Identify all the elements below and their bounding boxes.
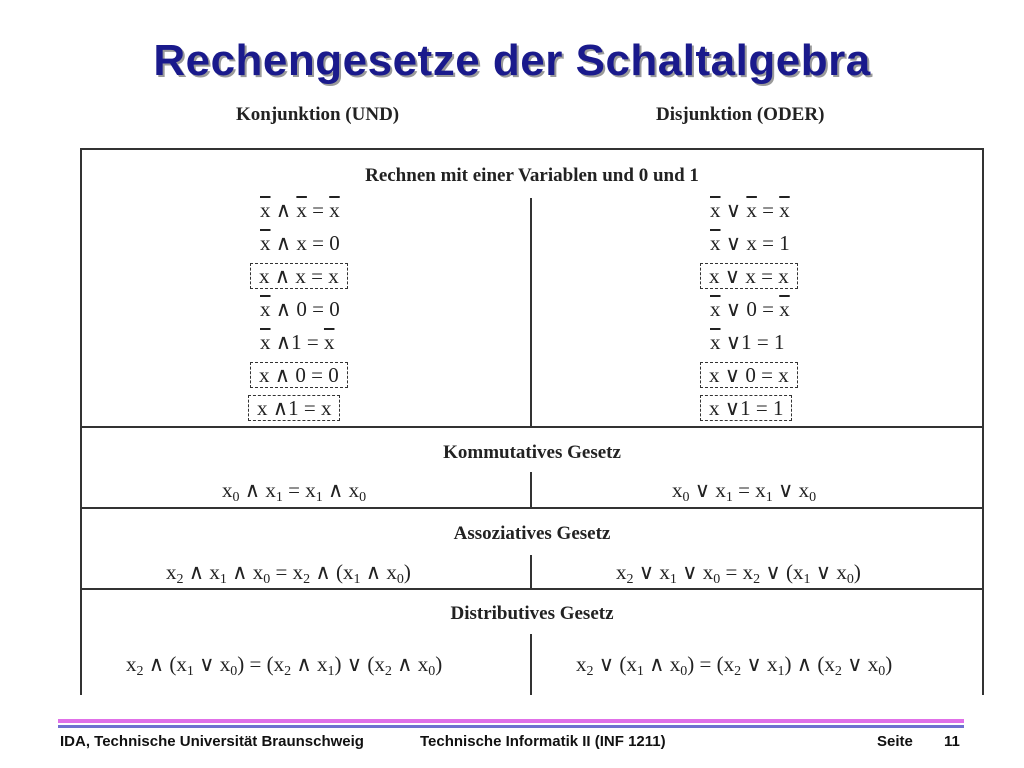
footer-page-number: 11 (944, 733, 960, 750)
footer-rule-top (58, 719, 964, 723)
formula-or-4: $\overline{x}$ ∨ $0 = \overline{x}$ (710, 297, 790, 321)
formula-or-7: x ∨1 = 1 (700, 396, 792, 421)
formula-and-4: $\overline{x}$ ∧ 0 = 0 (260, 297, 340, 321)
formula-and-7: x ∧1 = x (248, 396, 340, 421)
row-divider (82, 588, 982, 590)
formula-and-5: $\overline{x}$ ∧1 = $\overline{x}$ (260, 330, 335, 354)
formula-distributive-and: $x_2$ ∧ ($x_1$ ∨ $x_0) = (x_2$ ∧ $x_1$) ∨ ($x_2$ ∧ $x_0$) (126, 652, 443, 679)
section-header-one-variable: Rechnen mit einer Variablen und 0 und 1 (365, 165, 699, 186)
footer-course: Technische Informatik II (INF 1211) (420, 733, 666, 750)
formula-associative-or: $x_2$ ∨ $x_1$ ∨ $x_0 = x_2$ ∨ ($x_1$ ∨ $x_0$) (616, 560, 861, 587)
slide-title: Rechengesetze der Schaltalgebra (153, 36, 871, 85)
formula-and-6: x ∧ 0 = 0 (250, 363, 348, 388)
formula-or-2: $\overline{x}$ ∨ x = 1 (710, 231, 790, 255)
section-header-associative: Assoziatives Gesetz (453, 523, 611, 544)
footer-page-label: Seite (877, 733, 913, 750)
row-divider (82, 507, 982, 509)
footer-rule-bottom (58, 725, 964, 728)
section-header-commutative: Kommutatives Gesetz (443, 442, 621, 463)
column-divider (530, 634, 532, 695)
footer-institute: IDA, Technische Universität Braunschweig (60, 733, 364, 750)
row-divider (82, 426, 982, 428)
section-header-distributive: Distributives Gesetz (450, 603, 614, 624)
formula-commutative-and: $x_0$ ∧ $x_1 = x_1$ ∧ $x_0$ (222, 478, 367, 505)
formula-commutative-or: $x_0$ ∨ $x_1 = x_1$ ∨ $x_0$ (672, 478, 817, 505)
formula-distributive-or: $x_2$ ∨ ($x_1$ ∧ $x_0) = (x_2$ ∨ $x_1$) ∧ ($x_2$ ∨ $x_0$) (576, 652, 893, 679)
formula-and-3: x ∧ x = x (250, 264, 348, 289)
formula-or-5: $\overline{x}$ ∨1 = 1 (710, 330, 785, 354)
column-divider (530, 472, 532, 507)
column-header-conjunction: Konjunktion (UND) (236, 104, 400, 125)
formula-or-6: x ∨ 0 = x (700, 363, 798, 388)
formula-associative-and: $x_2$ ∧ $x_1$ ∧ $x_0 = x_2$ ∧ ($x_1$ ∧ $x_0$) (166, 560, 411, 587)
formula-or-3: x ∨ x = x (700, 264, 798, 289)
laws-table (80, 148, 984, 695)
formula-and-2: $\overline{x}$ ∧ x = 0 (260, 231, 340, 255)
formula-or-1: $\overline{x}$ ∨ $\overline{x} = \overline{x}$ (710, 198, 790, 222)
column-header-disjunction: Disjunktion (ODER) (656, 104, 825, 125)
column-divider (530, 198, 532, 426)
column-divider (530, 555, 532, 588)
formula-and-1: $\overline{x}$ ∧ $\overline{x} = \overline{x}$ (260, 198, 340, 222)
